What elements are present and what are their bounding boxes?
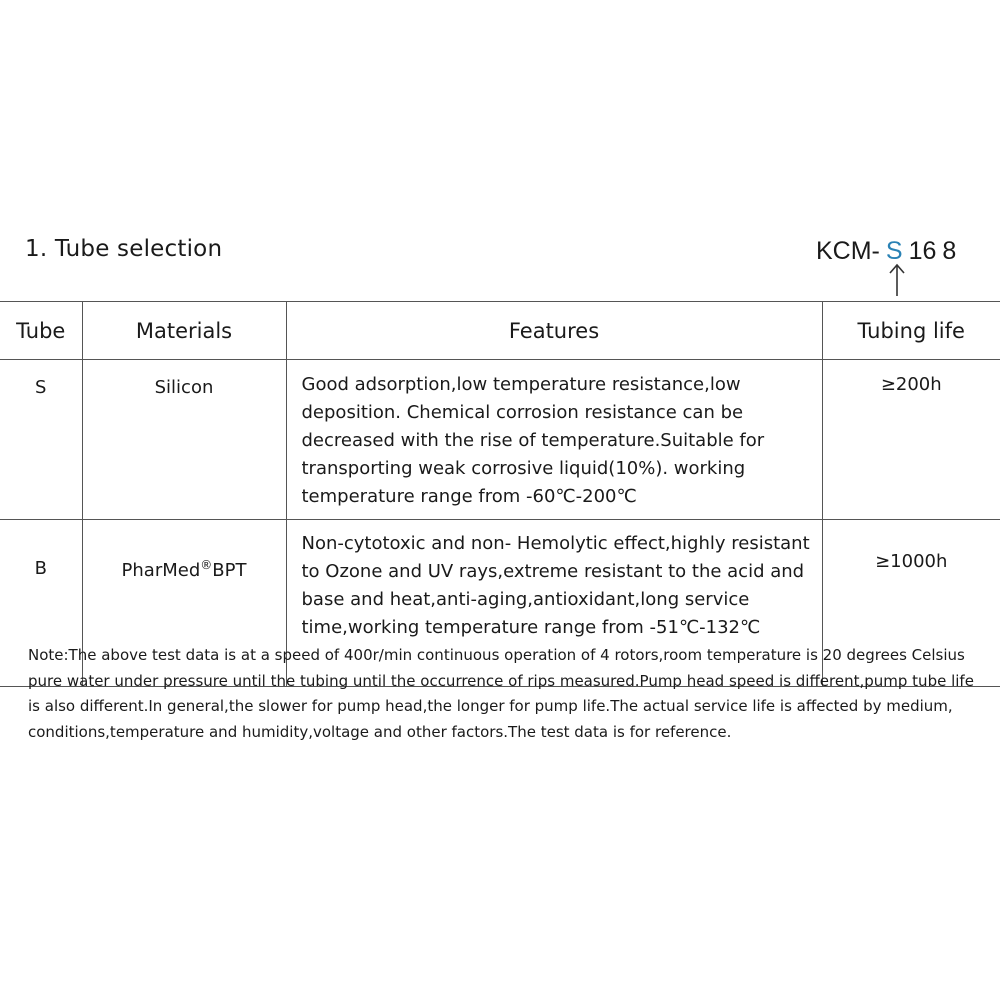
header-tube: Tube [0,302,82,360]
tube-code-cell: B [0,520,82,687]
model-size: 16 [908,237,937,265]
tube-selection-table [0,301,1000,687]
material-name: Silicon [154,377,214,398]
test-note: Note:The above test data is at a speed of 400r/min continuous operation of 4 rotors,room temperature is 20 degrees Celsius pure water under pressure until the tubing until the occurrence of rips measured.Pump head speed is different,pump tube life is also different.In general,the slower for pump head,the longer for pump life.The actual service life is affected by medium, conditions,temperature and humidity,voltage and other factors.The test data is for reference. [28,646,974,741]
tube-code-cell: S [0,360,82,520]
header-tubing-life: Tubing life [822,302,1000,360]
model-tube-code: S [885,237,903,265]
table-header-row [0,302,1000,360]
model-channels: 8 [942,237,957,265]
tubing-life-cell: ≥1000h [822,520,1000,687]
section-title: 1. Tube selection [25,236,223,262]
table-row [0,360,1000,520]
up-arrow-icon [887,263,907,297]
registered-mark: ® [200,558,213,572]
features-cell: Non-cytotoxic and non- Hemolytic effect,highly resistant to Ozone and UV rays,extreme resistant to the acid and base and heat,anti-aging,antioxidant,long service time,working temperature range from -51℃-132℃ [286,520,822,687]
material-cell [82,360,286,520]
material-name: PharMed [121,560,201,581]
features-cell: Good adsorption,low temperature resistance,low deposition. Chemical corrosion resistance can be decreased with the rise of temperature.Suitable for transporting weak corrosive liquid(10%). working temperature range from -60℃-200℃ [286,360,822,520]
header-materials: Materials [82,302,286,360]
tubing-life-cell: ≥200h [822,360,1000,520]
model-code [816,237,956,266]
material-suffix: BPT [212,560,247,581]
model-prefix: KCM- [816,237,880,265]
header-features: Features [286,302,822,360]
